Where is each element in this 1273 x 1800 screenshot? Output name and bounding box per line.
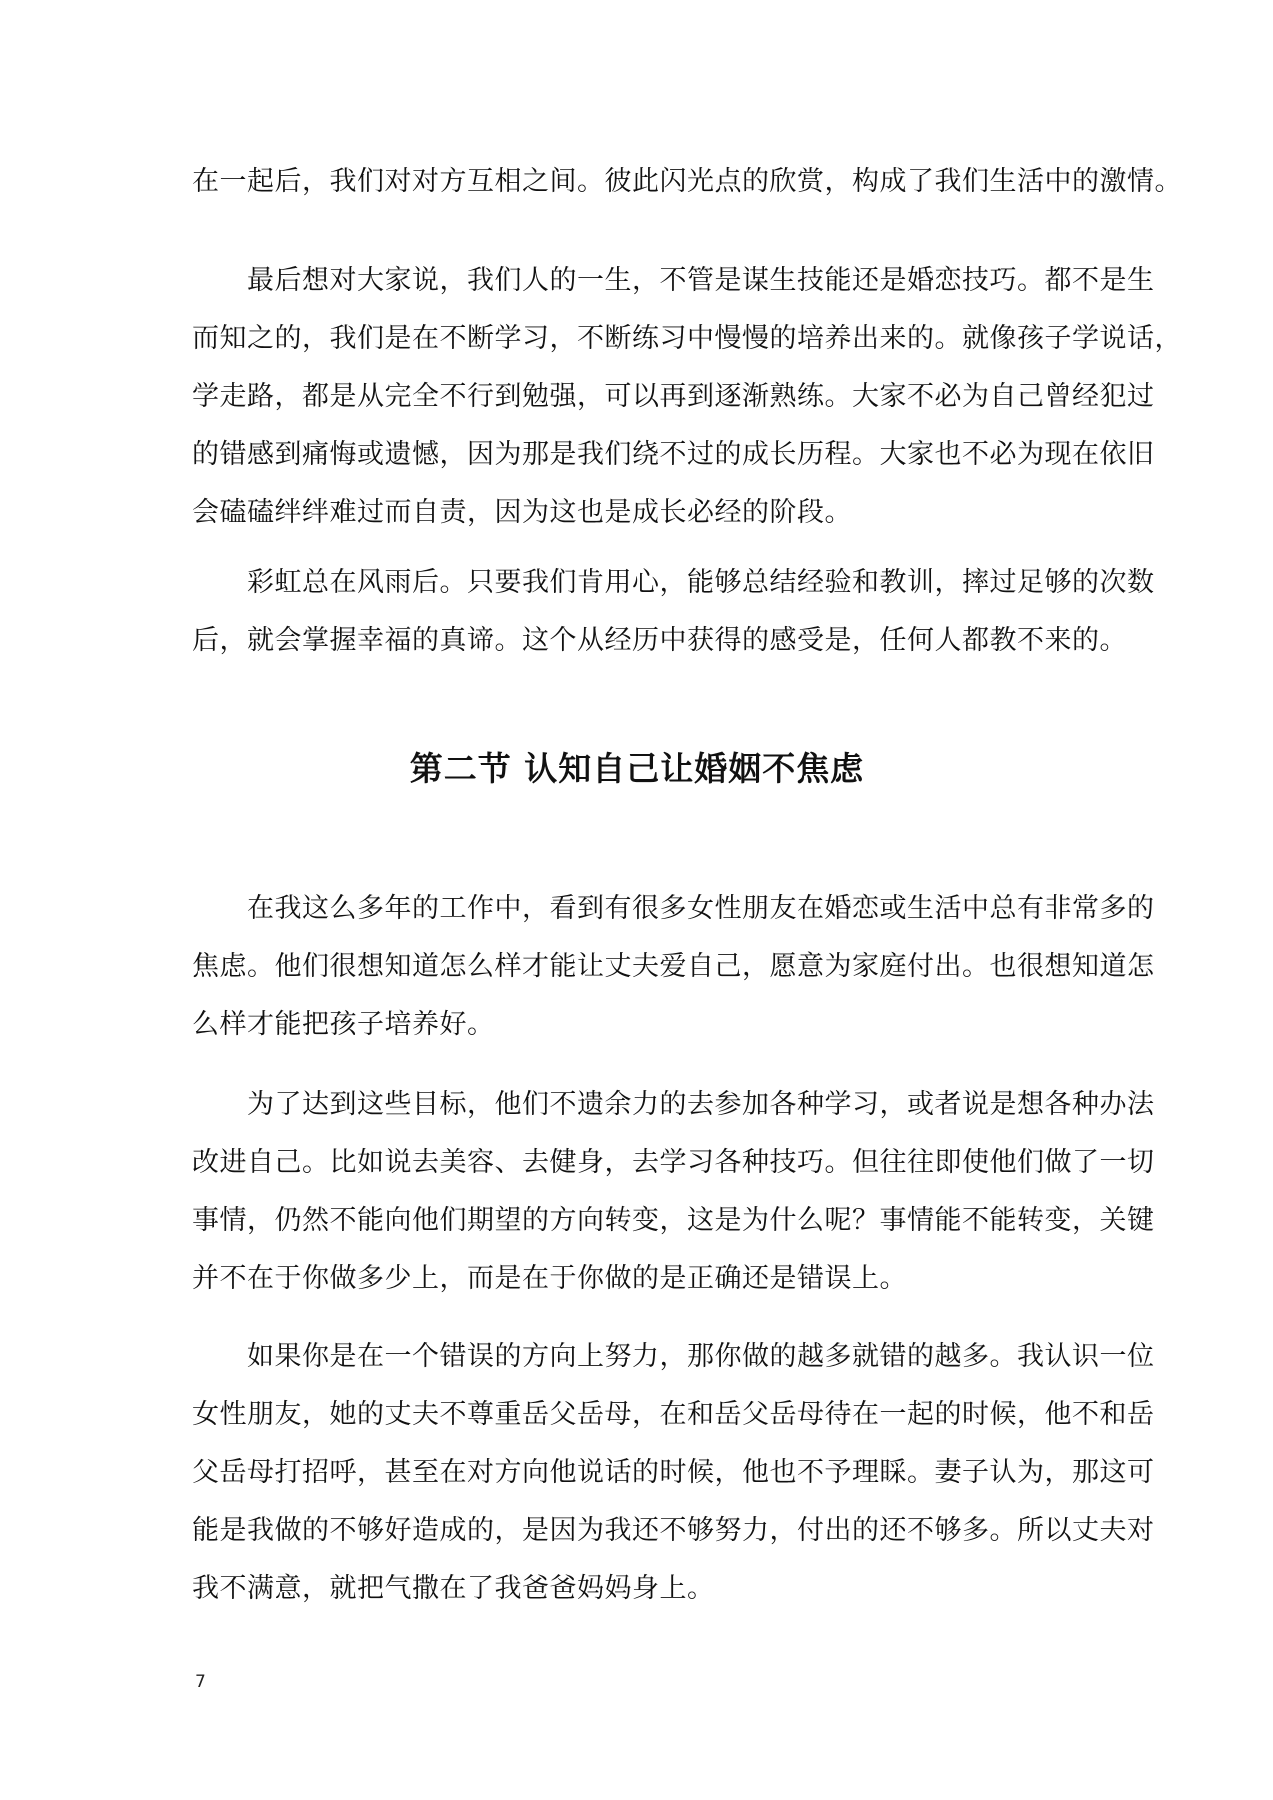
- paragraph-line: 么样才能把孩子培养好。: [192, 1009, 495, 1040]
- paragraph-line: 学走路，都是从完全不行到勉强，可以再到逐渐熟练。大家不必为自己曾经犯过: [192, 381, 1155, 412]
- page-number: 7: [195, 1672, 206, 1692]
- paragraph-line: 焦虑。他们很想知道怎么样才能让丈夫爱自己，愿意为家庭付出。也很想知道怎: [192, 951, 1155, 982]
- paragraph-line: 后，就会掌握幸福的真谛。这个从经历中获得的感受是，任何人都教不来的。: [192, 625, 1127, 656]
- paragraph-line: 会磕磕绊绊难过而自责，因为这也是成长必经的阶段。: [192, 497, 852, 528]
- paragraph-line: 而知之的，我们是在不断学习，不断练习中慢慢的培养出来的。就像孩子学说话，: [192, 323, 1182, 354]
- paragraph-line: 父岳母打招呼，甚至在对方向他说话的时候，他也不予理睬。妻子认为，那这可: [192, 1457, 1155, 1488]
- paragraph-line: 并不在于你做多少上，而是在于你做的是正确还是错误上。: [192, 1263, 907, 1294]
- paragraph-line: 在一起后，我们对对方互相之间。彼此闪光点的欣赏，构成了我们生活中的激情。: [192, 166, 1182, 197]
- paragraph-line: 为了达到这些目标，他们不遗余力的去参加各种学习，或者说是想各种办法: [192, 1089, 1155, 1120]
- paragraph-line: 女性朋友，她的丈夫不尊重岳父岳母，在和岳父岳母待在一起的时候，他不和岳: [192, 1399, 1155, 1430]
- section-heading: 第二节 认知自己让婚姻不焦虑: [409, 749, 865, 788]
- paragraph-line: 的错感到痛悔或遗憾，因为那是我们绕不过的成长历程。大家也不必为现在依旧: [192, 439, 1155, 470]
- paragraph-line: 彩虹总在风雨后。只要我们肯用心，能够总结经验和教训，摔过足够的次数: [192, 567, 1155, 598]
- paragraph-line: 在我这么多年的工作中，看到有很多女性朋友在婚恋或生活中总有非常多的: [192, 893, 1155, 924]
- paragraph-line: 我不满意，就把气撒在了我爸爸妈妈身上。: [192, 1573, 715, 1604]
- paragraph-line: 如果你是在一个错误的方向上努力，那你做的越多就错的越多。我认识一位: [192, 1341, 1155, 1372]
- paragraph-line: 能是我做的不够好造成的，是因为我还不够努力，付出的还不够多。所以丈夫对: [192, 1515, 1155, 1546]
- paragraph-line: 最后想对大家说，我们人的一生，不管是谋生技能还是婚恋技巧。都不是生: [192, 265, 1155, 296]
- paragraph-3: [192, 554, 1155, 670]
- paragraph-6: [192, 1328, 1155, 1618]
- paragraph-1: [192, 153, 1182, 211]
- paragraph-line: 改进自己。比如说去美容、去健身，去学习各种技巧。但往往即使他们做了一切: [192, 1147, 1155, 1178]
- paragraph-line: 事情，仍然不能向他们期望的方向转变，这是为什么呢？事情能不能转变，关键: [192, 1205, 1155, 1236]
- paragraph-5: [192, 1076, 1155, 1308]
- paragraph-2: [192, 252, 1182, 542]
- paragraph-4: [192, 880, 1155, 1054]
